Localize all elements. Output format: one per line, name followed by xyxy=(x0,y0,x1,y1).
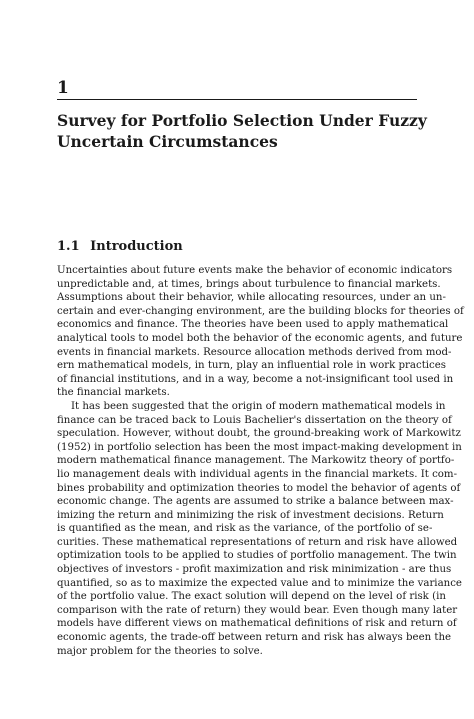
text-line: economic change. The agents are assumed to strike a balance between max- xyxy=(57,496,454,508)
text-line: bines probability and optimization theories to model the behavior of agents of xyxy=(57,482,461,494)
text-line: ern mathematical models, in turn, play an influential role in work practices xyxy=(57,360,447,372)
text-line: Assumptions about their behavior, while allocating resources, under an un- xyxy=(57,292,446,304)
text-line: major problem for the theories to solve. xyxy=(57,645,263,657)
section-title: Introduction xyxy=(90,239,183,254)
paragraph xyxy=(57,400,462,658)
text-line: of the portfolio value. The exact solution will depend on the level of risk (in xyxy=(57,591,446,603)
text-line: is quantified as the mean, and risk as the variance, of the portfolio of se- xyxy=(57,523,433,535)
chapter-title-line: Survey for Portfolio Selection Under Fuzzy xyxy=(57,111,427,130)
section-heading xyxy=(57,238,183,256)
text-line: curities. These mathematical representations of return and risk have allowed xyxy=(57,536,458,548)
text-line: optimization tools to be applied to studies of portfolio management. The twin xyxy=(57,550,457,562)
text-line: Uncertainties about future events make the behavior of economic indicators xyxy=(57,265,453,276)
text-line: economics and finance. The theories have been used to apply mathematical xyxy=(57,319,449,331)
chapter-title-line: Uncertain Circumstances xyxy=(57,132,278,151)
text-line: modern mathematical finance management. The Markowitz theory of portfo- xyxy=(57,455,455,467)
text-line: models have different views on mathematical definitions of risk and return of xyxy=(57,618,457,630)
text-line: (1952) in portfolio selection has been the most impact-making development in xyxy=(57,441,462,453)
chapter-number: 1 xyxy=(57,78,69,98)
text-line: lio management deals with individual agents in the financial markets. It com- xyxy=(57,468,458,480)
text-line: events in financial markets. Resource allocation methods derived from mod- xyxy=(57,346,452,358)
text-line: finance can be traced back to Louis Bachelier's dissertation on the theory of xyxy=(57,414,452,426)
text-line: It has been suggested that the origin of modern mathematical models in xyxy=(71,400,446,412)
text-line: unpredictable and, at times, brings about turbulence to financial markets. xyxy=(57,278,441,290)
text-line: imizing the return and minimizing the risk of investment decisions. Return xyxy=(57,509,444,521)
chapter-rule xyxy=(57,99,417,100)
text-line: objectives of investors - profit maximization and risk minimization - are thus xyxy=(57,564,452,576)
text-line: certain and ever-changing environment, are the building blocks for theories of xyxy=(57,305,464,317)
text-line: analytical tools to model both the behavior of the economic agents, and future xyxy=(57,332,463,344)
text-line: economic agents, the trade-off between return and risk has always been the xyxy=(57,632,452,644)
body-text xyxy=(57,264,464,658)
text-line: of financial institutions, and in a way, become a not-insignificant tool used in xyxy=(57,373,454,385)
paragraph xyxy=(57,264,464,400)
text-line: the financial markets. xyxy=(57,387,170,399)
text-line: comparison with the rate of return) they would bear. Even though many later xyxy=(57,604,458,616)
chapter-title xyxy=(57,110,427,152)
section-number: 1.1 xyxy=(57,239,80,254)
text-line: quantified, so as to maximize the expected value and to minimize the variance xyxy=(57,577,462,589)
text-line: speculation. However, without doubt, the ground-breaking work of Markowitz xyxy=(57,428,461,440)
